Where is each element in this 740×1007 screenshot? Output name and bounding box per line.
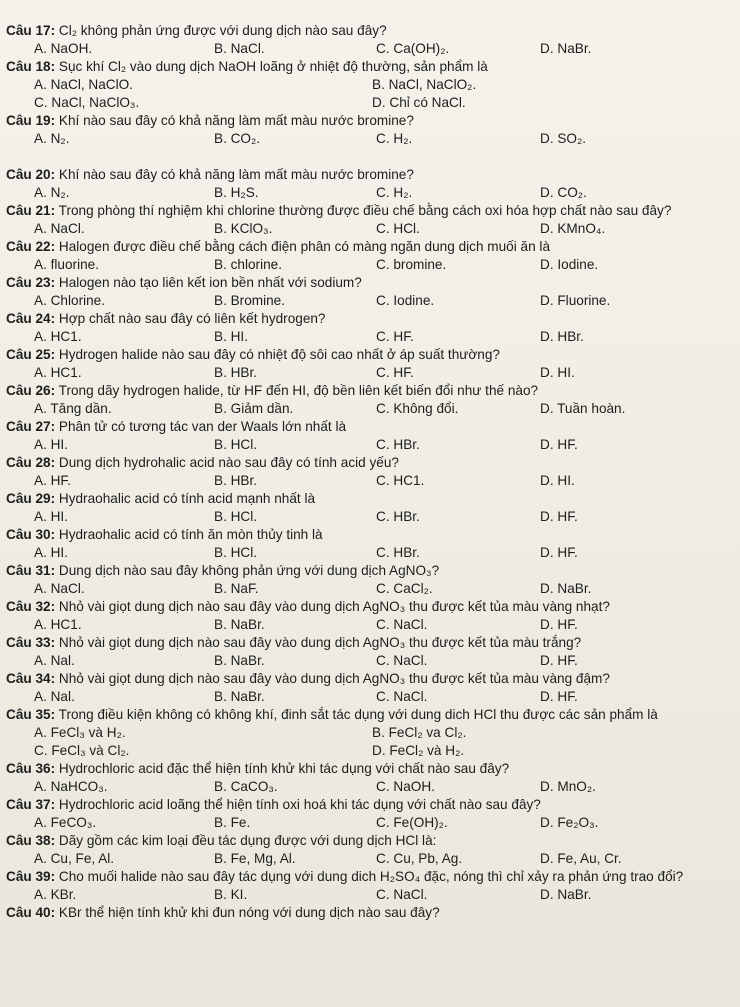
question-block bbox=[6, 670, 730, 706]
question-block bbox=[6, 904, 730, 922]
question-text: Cl₂ không phản ứng được với dung dịch nào sau đây? bbox=[55, 23, 387, 38]
question-text: Hydraohalic acid có tính acid mạnh nhất là bbox=[55, 491, 316, 506]
answer-option: D. Fe, Au, Cr. bbox=[540, 851, 622, 866]
answer-option: B. NaCl, NaClO₂. bbox=[372, 77, 477, 92]
question-text: Dung dịch nào sau đây không phản ứng với dung dịch AgNO₃? bbox=[55, 563, 440, 578]
answer-option: A. NaOH. bbox=[34, 41, 93, 56]
answer-option: C. HF. bbox=[376, 329, 414, 344]
answer-options bbox=[6, 544, 730, 562]
answer-options bbox=[6, 472, 730, 490]
answer-option: B. Fe. bbox=[214, 815, 251, 830]
question-number: Câu 36: bbox=[6, 761, 56, 776]
answer-options bbox=[6, 616, 730, 634]
answer-option: D. HI. bbox=[540, 365, 575, 380]
question-number: Câu 19: bbox=[6, 113, 56, 128]
question-number: Câu 28: bbox=[6, 455, 56, 470]
question-number: Câu 39: bbox=[6, 869, 56, 884]
answer-option: C. NaCl. bbox=[376, 887, 428, 902]
question-block bbox=[6, 490, 730, 526]
question-stem bbox=[6, 490, 730, 508]
question-number: Câu 33: bbox=[6, 635, 56, 650]
answer-option: B. Bromine. bbox=[214, 293, 286, 308]
answer-option: C. Ca(OH)₂. bbox=[376, 41, 450, 56]
answer-options bbox=[6, 850, 730, 868]
question-stem bbox=[6, 274, 730, 292]
answer-option: C. Fe(OH)₂. bbox=[376, 815, 448, 830]
question-list bbox=[6, 22, 730, 922]
answer-option: C. bromine. bbox=[376, 257, 447, 272]
answer-option: C. HBr. bbox=[376, 509, 420, 524]
question-stem bbox=[6, 634, 730, 652]
spacer bbox=[6, 148, 730, 166]
question-number: Câu 29: bbox=[6, 491, 56, 506]
question-text: Sục khí Cl₂ vào dung dịch NaOH loãng ở nhiệt độ thường, sản phẩm là bbox=[55, 59, 488, 74]
question-number: Câu 17: bbox=[6, 23, 56, 38]
question-text: Hydrogen halide nào sau đây có nhiệt độ sôi cao nhất ở áp suất thường? bbox=[55, 347, 500, 362]
question-number: Câu 26: bbox=[6, 383, 56, 398]
question-text: Dung dịch hydrohalic acid nào sau đây có tính acid yếu? bbox=[55, 455, 399, 470]
answer-option: D. HF. bbox=[540, 617, 578, 632]
answer-option: D. HI. bbox=[540, 473, 575, 488]
question-block bbox=[6, 454, 730, 490]
question-number: Câu 24: bbox=[6, 311, 56, 326]
question-block bbox=[6, 706, 730, 760]
answer-option: B. KI. bbox=[214, 887, 248, 902]
answer-option: D. FeCl₂ và H₂. bbox=[372, 743, 465, 758]
answer-option: D. Tuần hoàn. bbox=[540, 401, 626, 416]
question-text: Trong phòng thí nghiệm khi chlorine thường được điều chế bằng cách oxi hóa hợp chất nào sau đây? bbox=[55, 203, 672, 218]
question-stem bbox=[6, 238, 730, 256]
question-block bbox=[6, 274, 730, 310]
answer-option: A. HF. bbox=[34, 473, 72, 488]
answer-option: C. Iodine. bbox=[376, 293, 435, 308]
question-number: Câu 18: bbox=[6, 59, 56, 74]
question-block bbox=[6, 760, 730, 796]
answer-option: C. H₂. bbox=[376, 185, 413, 200]
answer-option: B. NaBr. bbox=[214, 689, 265, 704]
answer-option: B. chlorine. bbox=[214, 257, 283, 272]
question-block bbox=[6, 634, 730, 670]
answer-option: C. Không đổi. bbox=[376, 401, 459, 416]
answer-option: B. NaCl. bbox=[214, 41, 265, 56]
answer-option: A. FeCl₃ và H₂. bbox=[34, 725, 126, 740]
answer-option: D. Iodine. bbox=[540, 257, 599, 272]
question-block bbox=[6, 526, 730, 562]
answer-option: D. SO₂. bbox=[540, 131, 587, 146]
answer-option: A. HI. bbox=[34, 509, 68, 524]
question-stem bbox=[6, 382, 730, 400]
question-number: Câu 37: bbox=[6, 797, 56, 812]
answer-option: C. HC1. bbox=[376, 473, 425, 488]
answer-option: C. NaCl, NaClO₃. bbox=[34, 95, 140, 110]
question-stem bbox=[6, 904, 730, 922]
answer-options bbox=[6, 220, 730, 238]
question-block bbox=[6, 166, 730, 202]
question-stem bbox=[6, 112, 730, 130]
answer-option: D. HF. bbox=[540, 689, 578, 704]
answer-option: D. NaBr. bbox=[540, 581, 592, 596]
question-block bbox=[6, 310, 730, 346]
answer-option: A. Nal. bbox=[34, 689, 75, 704]
answer-options bbox=[6, 76, 730, 112]
answer-option: D. HBr. bbox=[540, 329, 584, 344]
answer-option: B. Fe, Mg, Al. bbox=[214, 851, 296, 866]
question-block bbox=[6, 598, 730, 634]
answer-options bbox=[6, 292, 730, 310]
question-text: Phân tử có tương tác van der Waals lớn nhất là bbox=[55, 419, 347, 434]
answer-option: A. KBr. bbox=[34, 887, 77, 902]
answer-option: D. HF. bbox=[540, 653, 578, 668]
answer-option: C. H₂. bbox=[376, 131, 413, 146]
answer-options bbox=[6, 778, 730, 796]
answer-option: D. HF. bbox=[540, 437, 578, 452]
question-number: Câu 35: bbox=[6, 707, 56, 722]
question-text: Trong điều kiện không có không khí, đinh sắt tác dụng với dung dich HCl thu được các sản phẩm là bbox=[55, 707, 658, 722]
answer-option: C. Cu, Pb, Ag. bbox=[376, 851, 463, 866]
question-text: Nhỏ vài giọt dung dịch nào sau đây vào dung dịch AgNO₃ thu được kết tủa màu vàng nhạt? bbox=[55, 599, 610, 614]
answer-option: A. HC1. bbox=[34, 617, 82, 632]
question-text: Hợp chất nào sau đây có liên kết hydrogen? bbox=[55, 311, 326, 326]
answer-option: D. Chỉ có NaCl. bbox=[372, 95, 466, 110]
answer-option: A. Tăng dần. bbox=[34, 401, 112, 416]
answer-option: D. MnO₂. bbox=[540, 779, 596, 794]
question-number: Câu 40: bbox=[6, 905, 56, 920]
question-block bbox=[6, 112, 730, 148]
answer-option: C. HBr. bbox=[376, 437, 420, 452]
question-block bbox=[6, 832, 730, 868]
answer-option: D. NaBr. bbox=[540, 887, 592, 902]
answer-option: C. HBr. bbox=[376, 545, 420, 560]
question-stem bbox=[6, 562, 730, 580]
answer-option: A. N₂. bbox=[34, 185, 70, 200]
question-stem bbox=[6, 418, 730, 436]
answer-option: A. FeCO₃. bbox=[34, 815, 97, 830]
question-block bbox=[6, 346, 730, 382]
answer-option: B. HCl. bbox=[214, 509, 258, 524]
answer-options bbox=[6, 814, 730, 832]
answer-option: D. CO₂. bbox=[540, 185, 587, 200]
question-text: Halogen được điều chế bằng cách điện phân có màng ngăn dung dịch muối ăn là bbox=[55, 239, 551, 254]
question-text: Hydrochloric acid loãng thể hiện tính oxi hoá khi tác dụng với chất nào sau đây? bbox=[55, 797, 541, 812]
answer-option: C. NaCl. bbox=[376, 653, 428, 668]
answer-option: B. CO₂. bbox=[214, 131, 261, 146]
question-text: Hydrochloric acid đặc thể hiện tính khử khi tác dụng với chất nào sau đây? bbox=[55, 761, 510, 776]
question-number: Câu 31: bbox=[6, 563, 56, 578]
answer-option: B. CaCO₃. bbox=[214, 779, 278, 794]
question-number: Câu 21: bbox=[6, 203, 56, 218]
answer-option: C. NaCl. bbox=[376, 617, 428, 632]
answer-option: A. NaHCO₃. bbox=[34, 779, 108, 794]
answer-option: A. fluorine. bbox=[34, 257, 99, 272]
question-text: Nhỏ vài giọt dung dịch nào sau đây vào dung dịch AgNO₃ thu được kết tủa màu trắng? bbox=[55, 635, 582, 650]
question-stem bbox=[6, 166, 730, 184]
answer-options bbox=[6, 886, 730, 904]
answer-option: A. N₂. bbox=[34, 131, 70, 146]
answer-option: B. H₂S. bbox=[214, 185, 259, 200]
question-stem bbox=[6, 760, 730, 778]
answer-option: A. Cu, Fe, Al. bbox=[34, 851, 115, 866]
question-number: Câu 38: bbox=[6, 833, 56, 848]
answer-option: C. NaCl. bbox=[376, 689, 428, 704]
question-number: Câu 22: bbox=[6, 239, 56, 254]
answer-option: D. HF. bbox=[540, 545, 578, 560]
answer-options bbox=[6, 580, 730, 598]
question-number: Câu 32: bbox=[6, 599, 56, 614]
answer-option: A. Chlorine. bbox=[34, 293, 106, 308]
answer-option: A. HC1. bbox=[34, 365, 82, 380]
answer-options bbox=[6, 688, 730, 706]
answer-option: D. HF. bbox=[540, 509, 578, 524]
question-text: Dãy gồm các kim loại đều tác dụng được với dung dịch HCl là: bbox=[55, 833, 437, 848]
answer-option: B. NaBr. bbox=[214, 617, 265, 632]
question-block bbox=[6, 562, 730, 598]
question-text: Trong dãy hydrogen halide, từ HF đến HI, độ bền liên kết biến đổi như thế nào? bbox=[55, 383, 539, 398]
question-stem bbox=[6, 670, 730, 688]
question-stem bbox=[6, 598, 730, 616]
answer-option: C. FeCl₃ và Cl₂. bbox=[34, 743, 130, 758]
question-number: Câu 30: bbox=[6, 527, 56, 542]
answer-options bbox=[6, 130, 730, 148]
question-text: Khí nào sau đây có khả năng làm mất màu nước bromine? bbox=[55, 167, 414, 182]
question-stem bbox=[6, 454, 730, 472]
answer-option: A. Nal. bbox=[34, 653, 75, 668]
answer-options bbox=[6, 328, 730, 346]
question-block bbox=[6, 238, 730, 274]
question-stem bbox=[6, 832, 730, 850]
answer-options bbox=[6, 436, 730, 454]
answer-option: B. Giảm dần. bbox=[214, 401, 294, 416]
question-text: KBr thể hiện tính khử khi đun nóng với dung dịch nào sau đây? bbox=[55, 905, 440, 920]
answer-option: B. NaF. bbox=[214, 581, 259, 596]
question-stem bbox=[6, 868, 730, 886]
question-stem bbox=[6, 310, 730, 328]
question-stem bbox=[6, 58, 730, 76]
answer-option: C. CaCl₂. bbox=[376, 581, 433, 596]
answer-option: B. HBr. bbox=[214, 473, 258, 488]
answer-option: A. NaCl. bbox=[34, 221, 85, 236]
question-block bbox=[6, 382, 730, 418]
question-number: Câu 20: bbox=[6, 167, 56, 182]
question-stem bbox=[6, 346, 730, 364]
answer-option: D. NaBr. bbox=[540, 41, 592, 56]
question-block bbox=[6, 796, 730, 832]
answer-options bbox=[6, 256, 730, 274]
question-block bbox=[6, 202, 730, 238]
question-number: Câu 25: bbox=[6, 347, 56, 362]
answer-option: B. HCl. bbox=[214, 437, 258, 452]
answer-options bbox=[6, 364, 730, 382]
question-number: Câu 23: bbox=[6, 275, 56, 290]
question-stem bbox=[6, 202, 730, 220]
answer-option: C. NaOH. bbox=[376, 779, 435, 794]
answer-option: A. HC1. bbox=[34, 329, 82, 344]
question-stem bbox=[6, 796, 730, 814]
answer-option: C. HF. bbox=[376, 365, 414, 380]
answer-options bbox=[6, 724, 730, 760]
answer-option: A. NaCl, NaClO. bbox=[34, 77, 133, 92]
question-number: Câu 34: bbox=[6, 671, 56, 686]
answer-option: D. Fe₂O₃. bbox=[540, 815, 599, 830]
answer-options bbox=[6, 184, 730, 202]
answer-option: A. NaCl. bbox=[34, 581, 85, 596]
answer-option: A. HI. bbox=[34, 437, 68, 452]
answer-options bbox=[6, 40, 730, 58]
answer-options bbox=[6, 508, 730, 526]
answer-option: A. HI. bbox=[34, 545, 68, 560]
answer-option: D. Fluorine. bbox=[540, 293, 611, 308]
answer-option: C. HCl. bbox=[376, 221, 420, 236]
question-text: Halogen nào tạo liên kết ion bền nhất với sodium? bbox=[55, 275, 362, 290]
answer-option: D. KMnO₄. bbox=[540, 221, 606, 236]
answer-option: B. KClO₃. bbox=[214, 221, 273, 236]
answer-option: B. HI. bbox=[214, 329, 248, 344]
answer-options bbox=[6, 400, 730, 418]
answer-options bbox=[6, 652, 730, 670]
question-stem bbox=[6, 22, 730, 40]
question-text: Khí nào sau đây có khả năng làm mất màu nước bromine? bbox=[55, 113, 414, 128]
answer-option: B. HBr. bbox=[214, 365, 258, 380]
question-stem bbox=[6, 526, 730, 544]
question-stem bbox=[6, 706, 730, 724]
question-number: Câu 27: bbox=[6, 419, 56, 434]
answer-option: B. NaBr. bbox=[214, 653, 265, 668]
question-text: Cho muối halide nào sau đây tác dụng với dung dich H₂SO₄ đặc, nóng thì chỉ xảy ra phản ứng trao đổi? bbox=[55, 869, 684, 884]
question-block bbox=[6, 868, 730, 904]
question-block bbox=[6, 22, 730, 58]
question-block bbox=[6, 418, 730, 454]
question-text: Hydraohalic acid có tính ăn mòn thủy tinh là bbox=[55, 527, 323, 542]
answer-option: B. HCl. bbox=[214, 545, 258, 560]
answer-option: B. FeCl₂ va Cl₂. bbox=[372, 725, 467, 740]
question-text: Nhỏ vài giọt dung dịch nào sau đây vào dung dịch AgNO₃ thu được kết tủa màu vàng đậm? bbox=[55, 671, 610, 686]
question-block bbox=[6, 58, 730, 112]
